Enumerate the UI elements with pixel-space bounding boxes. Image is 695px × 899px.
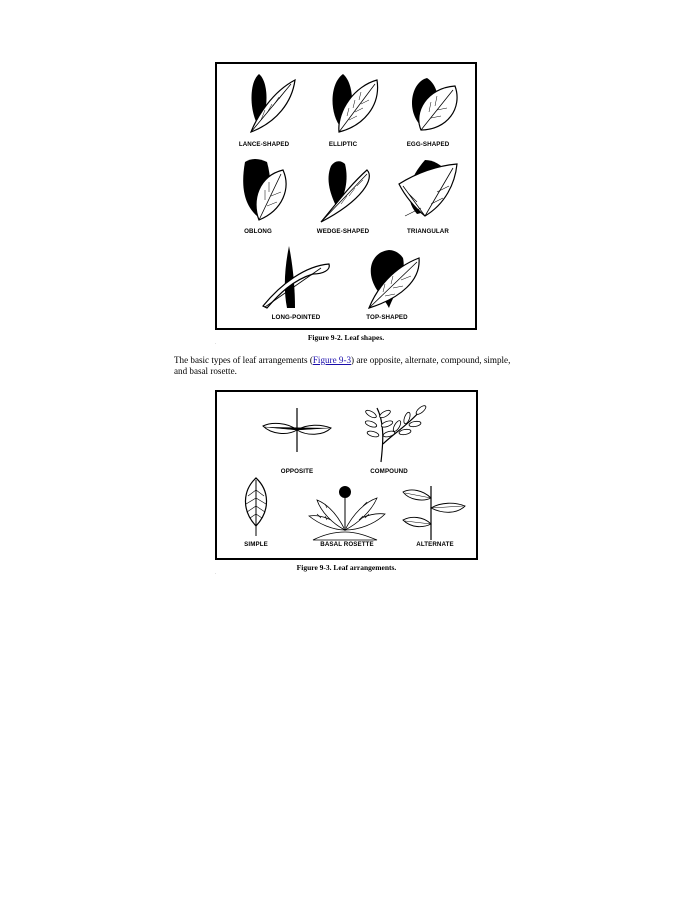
label-long-pointed: LONG-POINTED [271, 314, 321, 321]
label-triangular: TRIANGULAR [407, 228, 449, 235]
paragraph-text-before: The basic types of leaf arrangements ( [174, 355, 313, 365]
leaf-arrangement-paragraph [174, 355, 514, 377]
oblong-leaf-illustration [237, 154, 297, 222]
lance-shaped-leaf-illustration [237, 72, 297, 137]
figure-9-3-link[interactable]: Figure 9-3 [312, 355, 352, 365]
figure-9-3-caption: Figure 9-3. Leaf arrangements. [296, 563, 397, 572]
alternate-arrangement-illustration [401, 484, 467, 540]
label-simple: SIMPLE [244, 541, 268, 548]
triangular-leaf-illustration [395, 154, 461, 222]
label-oblong: OBLONG [244, 228, 272, 235]
label-opposite: OPPOSITE [280, 468, 314, 475]
elliptic-leaf-illustration [323, 70, 383, 137]
long-pointed-leaf-illustration [261, 244, 333, 310]
compound-arrangement-illustration [355, 404, 427, 464]
label-elliptic: ELLIPTIC [328, 141, 358, 148]
page-speck: . [215, 341, 217, 346]
opposite-arrangement-illustration [261, 406, 333, 454]
label-basal-rosette: BASAL ROSETTE [320, 541, 374, 548]
basal-rosette-illustration [307, 484, 387, 540]
page-speck: . [215, 571, 217, 576]
label-top-shaped: TOP-SHAPED [366, 314, 408, 321]
label-alternate: ALTERNATE [416, 541, 454, 548]
simple-arrangement-illustration [239, 476, 273, 538]
paragraph-text-after: ) are opposite, alternate, compound, simple, and basal rosette. [174, 355, 511, 376]
figure-9-2-caption: Figure 9-2. Leaf shapes. [307, 333, 385, 342]
label-compound: COMPOUND [370, 468, 408, 475]
leaf-shapes-figure [215, 62, 477, 330]
wedge-shaped-leaf-illustration [317, 156, 377, 224]
egg-shaped-leaf-illustration [403, 72, 463, 137]
label-wedge-shaped: WEDGE-SHAPED [316, 228, 370, 235]
label-egg-shaped: EGG-SHAPED [406, 141, 450, 148]
label-lance-shaped: LANCE-SHAPED [238, 141, 290, 148]
leaf-arrangements-figure [215, 390, 478, 560]
top-shaped-leaf-illustration [363, 246, 423, 310]
